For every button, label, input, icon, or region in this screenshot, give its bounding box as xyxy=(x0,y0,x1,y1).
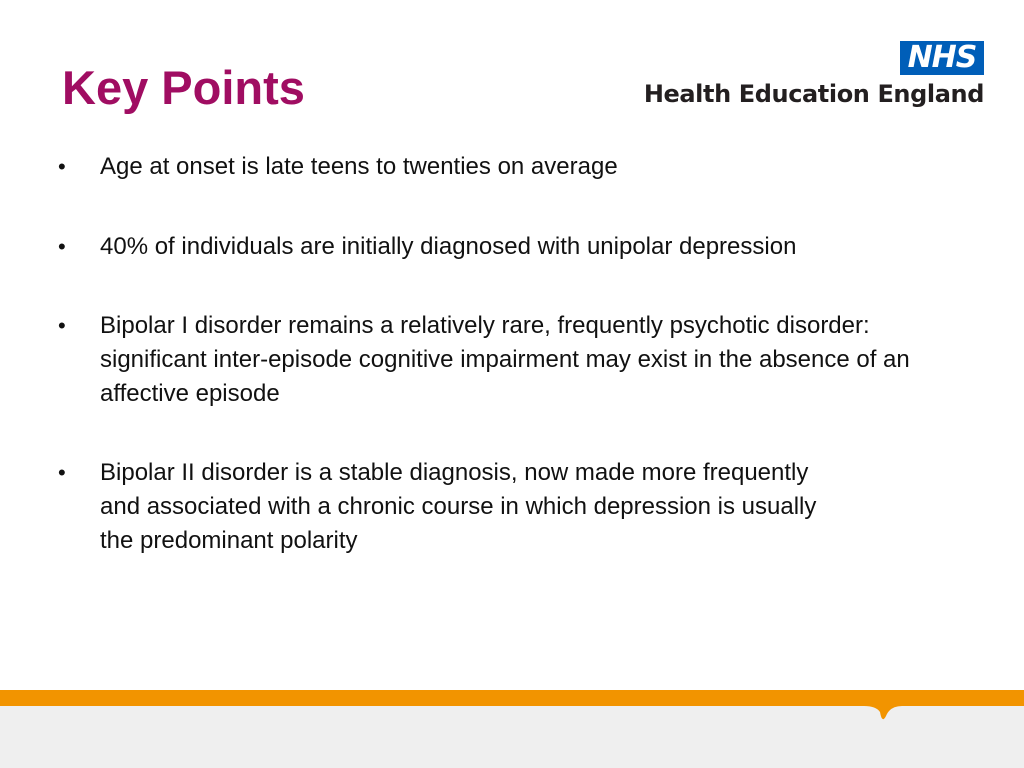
bullet-list xyxy=(58,150,938,603)
bullet-text: Bipolar I disorder remains a relatively rare, frequently psychotic disorder: significant inter-episode cognitive impairment may exist in the absence of an affective episode xyxy=(100,312,910,407)
bullet-marker: • xyxy=(58,313,66,338)
bullet-text: 40% of individuals are initially diagnosed with unipolar depression xyxy=(100,233,797,260)
bullet-item xyxy=(58,150,938,184)
bullet-item xyxy=(58,230,800,264)
bullet-marker: • xyxy=(58,154,66,179)
nhs-logo-badge: NHS xyxy=(900,41,984,75)
footer-band xyxy=(0,690,1024,768)
bullet-item xyxy=(58,456,840,558)
bullet-item xyxy=(58,309,930,411)
bullet-marker: • xyxy=(58,460,66,485)
org-name: Health Education England xyxy=(643,80,984,108)
hee-logo xyxy=(634,41,984,111)
slide-title: Key Points xyxy=(62,61,305,114)
bullet-text: Bipolar II disorder is a stable diagnosis, now made more frequently and associated with a chronic course in which depression is usually the predominant polarity xyxy=(100,459,817,554)
bullet-text: Age at onset is late teens to twenties on average xyxy=(100,153,618,180)
bullet-marker: • xyxy=(58,234,66,259)
